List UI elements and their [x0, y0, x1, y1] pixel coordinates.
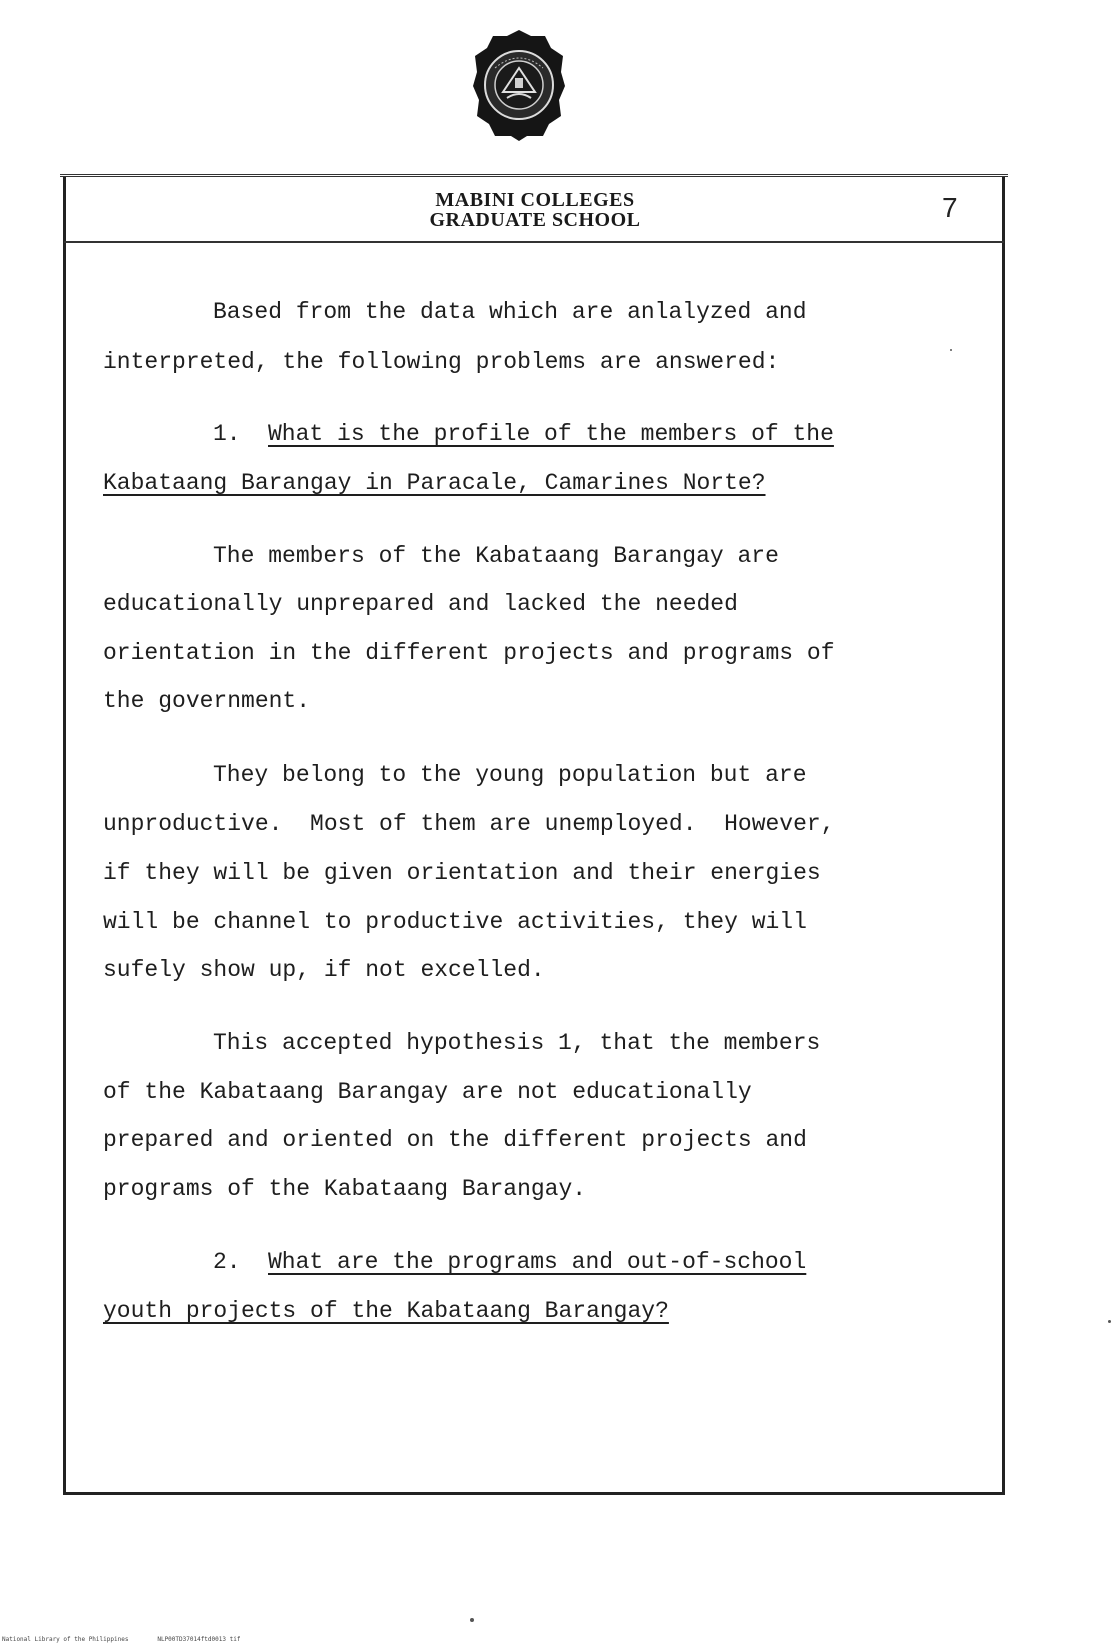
school-name: GRADUATE SCHOOL — [429, 209, 641, 231]
paragraph-line: programs of the Kabataang Barangay. — [103, 1176, 587, 1202]
footer-code: NLP00TD37014ftd0013 tif — [157, 1636, 241, 1643]
institution-name: MABINI COLLEGES — [435, 189, 635, 211]
college-seal-icon — [473, 28, 565, 142]
paragraph-line: of the Kabataang Barangay are not educationally — [103, 1079, 752, 1105]
page-header — [340, 190, 730, 230]
question-heading: youth projects of the Kabataang Barangay? — [103, 1298, 669, 1324]
paragraph-line: if they will be given orientation and their energies — [103, 860, 821, 886]
footer-source: National Library of the Philippines — [2, 1636, 129, 1643]
paragraph-line: the government. — [103, 688, 311, 714]
paragraph-line: orientation in the different projects and programs of — [103, 640, 835, 666]
paragraph-line: This accepted hypothesis 1, that the members — [213, 1030, 821, 1056]
header-divider — [64, 241, 1004, 243]
paragraph-line: educationally unprepared and lacked the needed — [103, 591, 738, 617]
paragraph-line: interpreted, the following problems are answered: — [103, 349, 780, 375]
paragraph-line: unproductive. Most of them are unemployed. However, — [103, 811, 835, 837]
paragraph-line: sufely show up, if not excelled. — [103, 957, 545, 983]
paragraph-line: They belong to the young population but are — [213, 762, 807, 788]
scan-speck — [1108, 1320, 1111, 1323]
question-heading: What are the programs and out-of-school — [268, 1249, 807, 1275]
scan-footer — [2, 1636, 240, 1643]
question-heading: What is the profile of the members of the — [268, 421, 834, 447]
question-number: 2. — [213, 1249, 241, 1275]
paragraph-line: Based from the data which are anlalyzed and — [213, 299, 807, 325]
question-heading: Kabataang Barangay in Paracale, Camarines Norte? — [103, 470, 766, 496]
scan-speck — [950, 349, 952, 351]
paragraph-line: will be channel to productive activities, they will — [103, 909, 807, 935]
paragraph-line: prepared and oriented on the different projects and — [103, 1127, 807, 1153]
scan-speck — [470, 1618, 474, 1622]
page-number: 7 — [942, 192, 958, 223]
question-number: 1. — [213, 421, 241, 447]
paragraph-line: The members of the Kabataang Barangay are — [213, 543, 779, 569]
